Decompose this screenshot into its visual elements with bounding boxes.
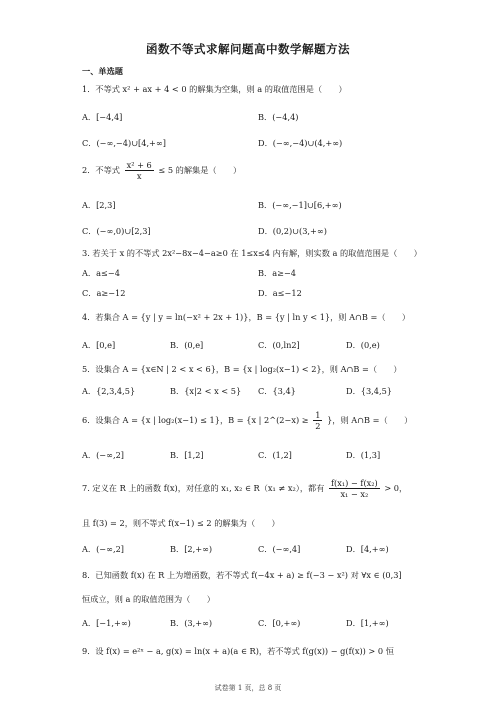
question-8-option-a: A．[−1,+∞) <box>82 618 131 628</box>
question-1-option-c: C．(−∞,−4)∪[4,+∞] <box>82 138 166 148</box>
question-5-option-d: D．{3,4,5} <box>346 386 393 396</box>
question-7-option-d: D．[4,+∞) <box>346 544 389 554</box>
question-4-option-d: D．(0,e) <box>346 340 380 350</box>
question-7-option-b: B．[2,+∞) <box>170 544 213 554</box>
question-9-stem: 9．设 f(x) = e²ˣ − a, g(x) = ln(x + a)(a ∈ R)，若不等式 f(g(x)) − g(f(x)) > 0 恒 <box>82 646 394 656</box>
question-2-suffix: ≤ 5 的解集是（ ） <box>158 164 242 175</box>
question-6-option-c: C．(1,2] <box>258 450 292 460</box>
question-6-option-d: D．(1,3] <box>346 450 381 460</box>
question-2-stem <box>82 160 241 182</box>
question-5-option-b: B．{x|2 < x < 5} <box>170 386 242 396</box>
question-1-option-d: D．(−∞,−4)∪(4,+∞) <box>258 138 343 148</box>
question-3-option-d: D．a≤−12 <box>258 288 302 298</box>
question-6-option-b: B．[1,2] <box>170 450 204 460</box>
question-6-stem <box>82 410 412 432</box>
question-1-option-a: A．[−4,4] <box>82 112 123 122</box>
question-3-option-a: A．a≤−4 <box>82 268 120 278</box>
question-2-option-d: D．(0,2)∪(3,+∞) <box>258 226 327 236</box>
question-7-option-a: A．(−∞,2] <box>82 544 124 554</box>
fraction-numerator: 1 <box>315 410 321 420</box>
question-5-option-c: C．{3,4} <box>258 386 296 396</box>
question-7-prefix: 7. 定义在 R 上的函数 f(x)，对任意的 x₁, x₂ ∈ R（x₁ ≠ x₂），都有 <box>82 482 325 493</box>
question-4-option-c: C．(0,ln2] <box>258 340 300 350</box>
question-5-stem: 5．设集合 A = {x∈N | 2 < x < 6}，B = {x | log₂(x−1) < 2}，则 A∩B =（ ） <box>82 364 402 374</box>
question-8-option-c: C．[0,+∞) <box>258 618 301 628</box>
question-7-stem <box>82 478 407 500</box>
question-1-stem: 1．不等式 x² + ax + 4 < 0 的解集为空集，则 a 的取值范围是（ ） <box>82 84 347 94</box>
question-7-line-2: 且 f(3) = 2，则不等式 f(x−1) ≤ 2 的解集为（ ） <box>82 518 280 528</box>
question-7-suffix: > 0， <box>384 482 408 493</box>
fraction-denominator: 2 <box>315 421 321 432</box>
question-1-option-b: B．(−4,4) <box>258 112 299 122</box>
question-2-option-b: B．(−∞,−1]∪[6,+∞) <box>258 200 342 210</box>
document-title: 函数不等式求解问题高中数学解题方法 <box>146 42 350 56</box>
question-8-line-2: 恒成立，则 a 的取值范围为（ ） <box>82 594 215 604</box>
question-8-option-b: B．(3,+∞) <box>170 618 213 628</box>
question-6-option-a: A．(−∞,2] <box>82 450 124 460</box>
section-heading: 一、单选题 <box>82 66 123 76</box>
question-8-stem: 8．已知函数 f(x) 在 R 上为增函数，若不等式 f(−4x + a) ≥ f(−3 − x²) 对 ∀x ∈ (0,3] <box>82 570 402 580</box>
question-3-option-b: B．a≥−4 <box>258 268 297 278</box>
question-6-suffix: }，则 A∩B =（ ） <box>327 414 413 425</box>
fraction-numerator: f(x₁) − f(x₂) <box>331 478 378 488</box>
question-6-prefix: 6．设集合 A = {x | log₂(x−1) ≤ 1}，B = {x | 2^(2−x) ≥ <box>82 414 309 425</box>
page-footer: 试卷第 1 页，总 8 页 <box>214 684 282 692</box>
question-3-option-c: C．a≥−12 <box>82 288 126 298</box>
question-5-option-a: A．{2,3,4,5} <box>82 386 136 396</box>
fraction-denominator: x₁ − x₂ <box>340 489 369 500</box>
question-4-option-a: A．[0,e] <box>82 340 116 350</box>
question-2-option-c: C．(−∞,0)∪[2,3] <box>82 226 151 236</box>
question-7-option-c: C．(−∞,4] <box>258 544 301 554</box>
question-2-fraction <box>125 160 154 182</box>
question-3-stem: 3. 若关于 x 的不等式 2x²−8x−4−a≥0 在 1≤x≤4 内有解，则实数 a 的取值范围是（ ） <box>82 248 422 258</box>
question-4-option-b: B．(0,e] <box>170 340 204 350</box>
fraction-denominator: x <box>136 171 142 182</box>
question-6-fraction <box>313 410 322 432</box>
question-2-option-a: A．[2,3] <box>82 200 116 210</box>
question-7-fraction <box>329 478 380 500</box>
question-8-option-d: D．[1,+∞) <box>346 618 389 628</box>
fraction-numerator: x² + 6 <box>126 160 152 170</box>
question-2-prefix: 2．不等式 <box>82 164 120 175</box>
question-4-stem: 4．若集合 A = {y | y = ln(−x² + 2x + 1)}，B = {y | ln y < 1}，则 A∩B =（ ） <box>82 312 411 322</box>
